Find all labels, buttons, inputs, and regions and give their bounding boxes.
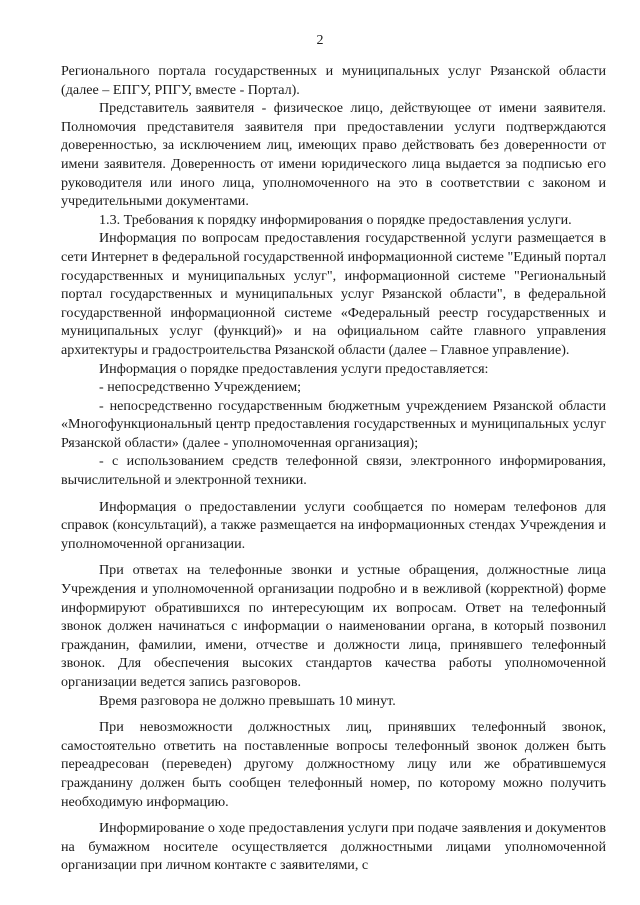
section-heading-1-3: 1.3. Требования к порядку информирования о порядке предоставления услуги. [99,211,572,228]
paragraph-information-provided: Информация о порядке предоставления услуги предоставляется: [99,360,489,377]
paragraph-progress-informing: Информирование о ходе предоставления услуги при подаче заявления и документов на бумажном носителе осуществляется должностными лицами уполномоченной организации при личном контакте с заявителями, с [61,820,606,874]
paragraph-phone-numbers: Информация о предоставлении услуги сообщается по номерам телефонов для справок (консультаций), а также размещается на информационных стендах Учреждения и уполномоченной организации. [61,498,606,552]
paragraph-representative: Представитель заявителя - физическое лицо, действующее от имени заявителя. Полномочия представителя заявителя при предоставлении услуги подтверждаются доверенностью, за исключением лиц, имеющих право действовать без доверенности от имени заявителя. Доверенность от имени юридического лица выдается за подписью его руководителя или иного лица, уполномоченного на это в соответствии с законом и учредительными документами. [61,100,606,210]
page-number: 2 [316,33,324,48]
paragraph-1: Регионального портала государственных и муниципальных услуг Рязанской области (далее – ЕПГУ, РПГУ, вместе - Портал). [61,63,606,98]
paragraph-phone-answers: При ответах на телефонные звонки и устные обращения, должностные лица Учреждения и уполномоченной организации подробно и в вежливой (корректной) форме информируют обратившихся по интересующим их вопросам. Ответ на телефонный звонок должен начинаться с информации о наименовании органа, в который позвонил гражданин, фамилии, имени, отчестве и должности лица, принявшего телефонный звонок. Для обеспечения высоких стандартов качества работы уполномоченной организации ведется запись разговоров. [61,562,606,690]
paragraph-information-placement: Информация по вопросам предоставления государственной услуги размещается в сети Интернет в федеральной государственной информационной системе "Единый портал государственных и муниципальных услуг", информационной системе "Региональный портал государственных и муниципальных услуг Рязанской области", в федеральной государственной информационной системе «Федеральный реестр государственных и муниципальных услуг (функций)» и на официальном сайте главного управления архитектуры и градостроительства Рязанской области (далее – Главное управление). [61,230,606,358]
document-body [61,62,606,875]
list-item-telephone: - с использованием средств телефонной связи, электронного информирования, вычислительной и электронной техники. [61,453,606,489]
paragraph-call-duration: Время разговора не должно превышать 10 минут. [99,692,396,709]
list-item-mfc: - непосредственно государственным бюджетным учреждением Рязанской области «Многофункциональный центр предоставления государственных и муниципальных услуг Рязанской области» (далее - уполномоченная организация); [61,397,606,451]
paragraph-call-redirect: При невозможности должностных лиц, принявших телефонный звонок, самостоятельно ответить на поставленные вопросы телефонный звонок должен быть переадресован (переведен) другому должностному лицу или же обратившемуся гражданину должен быть сообщен телефонный номер, по которому можно получить необходимую информацию. [61,719,606,810]
list-item-institution: - непосредственно Учреждением; [99,379,302,396]
